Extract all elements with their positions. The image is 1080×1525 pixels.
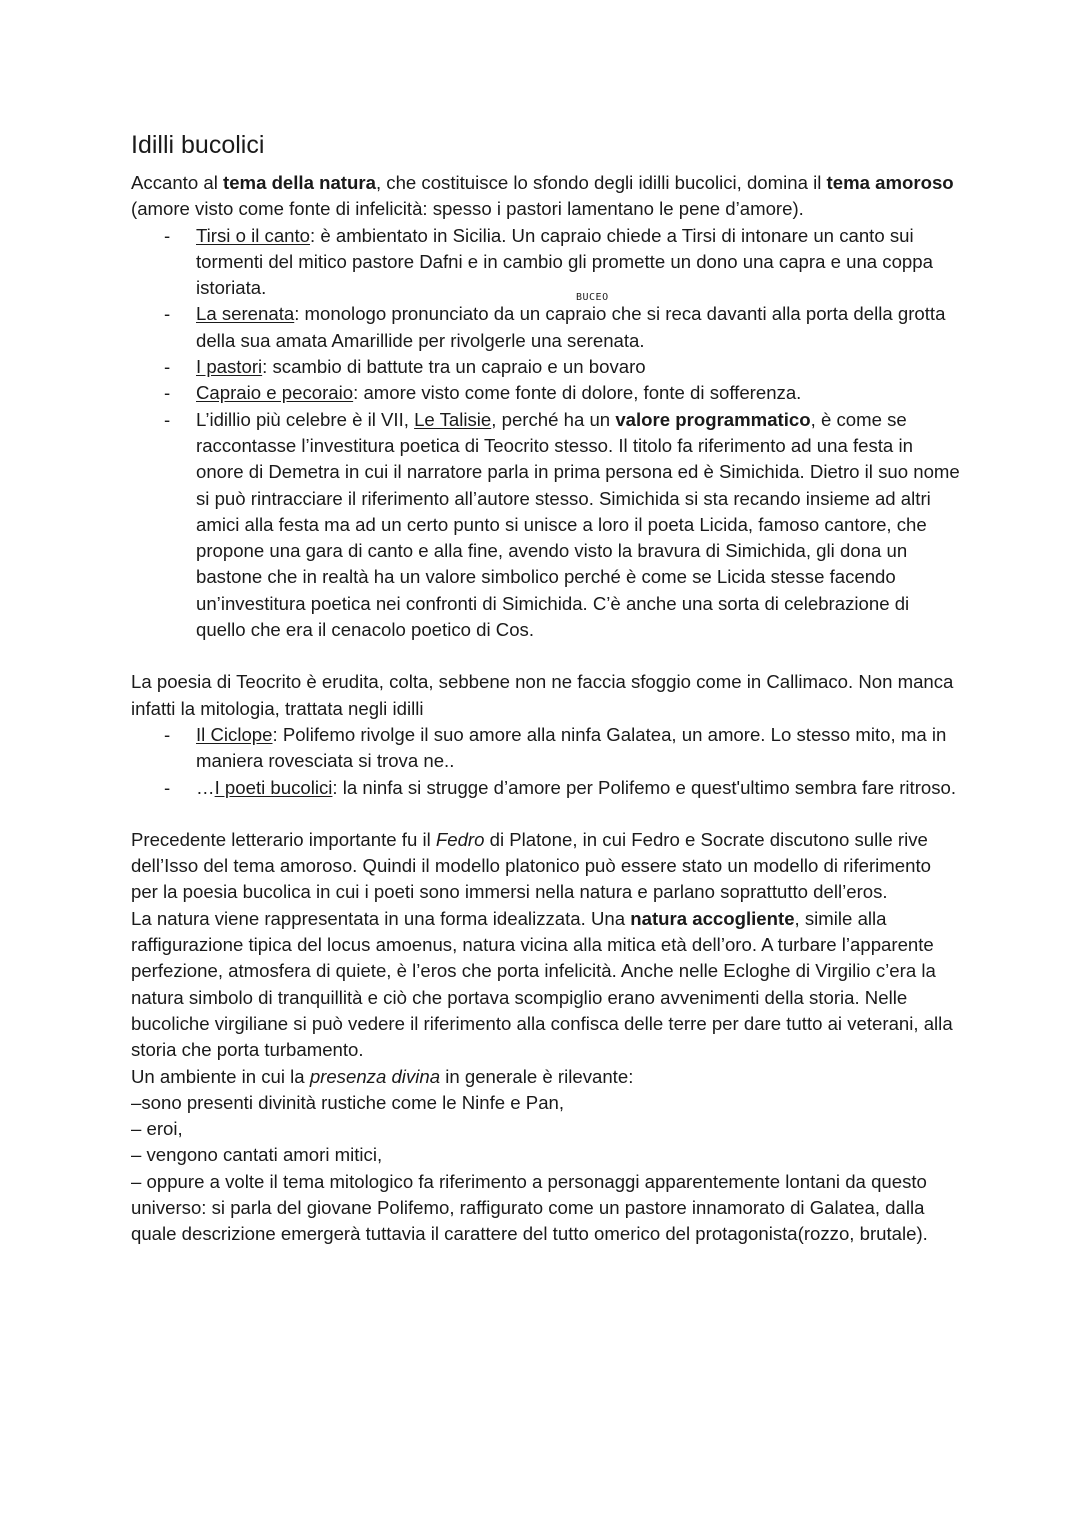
nature-paragraph: La natura viene rappresentata in una forma idealizzata. Una natura accogliente, simile alla raffigurazione tipica del locus amoenus, natura vicina alla mitica età dell’oro. A turbare l’apparente perfezione, atmosfera di quiete, è l’eros che porta infelicità. Anche nelle Ecloghe di Virgilio c’era la natura simbolo di tranquillità e ciò che portava scompiglio erano avvenimenti della storia. Nelle bucoliche virgiliane si può vedere il riferimento alla confisca delle terre per dare tutto ai veterani, alla storia che porta turbamento. [131, 907, 953, 1061]
list-item: - Il Ciclope: Polifemo rivolge il suo amore alla ninfa Galatea, un amore. Lo stesso mito, ma in maniera rovesciata si trova ne.. [131, 722, 961, 775]
list-item: - L’idillio più celebre è il VII, Le Talisie, perché ha un valore programmatico, è come se raccontasse l’investitura poetica di Teocrito stesso. Il titolo fa riferimento ad una festa in onore di Demetra in cui il narratore parla in prima persona ed è Simichida. Dietro il suo nome si può rintracciare il riferimento all’autore stesso. Simichida si sta recando insieme ad altri amici alla festa ma ad un certo punto si unisce a loro il poeta Licida, famoso cantore, che propone una gara di canto e alla fine, avendo visto la bravura di Simichida, gli dona un bastone che in realtà ha un valore simbolico perché è come se Licida stesse facendo un’investitura poetica nei confronti di Simichida. C’è anche una sorta di celebrazione di quello che era il cenacolo poetico di Cos. [131, 407, 961, 644]
intro-paragraph: Accanto al tema della natura, che costituisce lo sfondo degli idilli bucolici, domina il tema amoroso (amore visto come fonte di infelicità: spesso i pastori lamentano le pene d’amore). [131, 172, 954, 220]
list-item: - I pastori: scambio di battute tra un capraio e un bovaro [131, 354, 961, 380]
list-item: - La serenata: monologo pronunciato da un capraio che si reca davanti alla porta della grotta della sua amata Amarillide per rivolgerle una serenata. [131, 301, 961, 354]
myth-list [131, 722, 961, 801]
list-item: - …I poeti bucolici: la ninfa si strugge d’amore per Polifemo e quest'ultimo sembra fare ritroso. [131, 775, 961, 801]
document-page [131, 128, 961, 1248]
idilli-list [131, 223, 961, 644]
list-item: - Tirsi o il canto: è ambientato in Sicilia. Un capraio chiede a Tirsi di intonare un canto sui tormenti del mitico pastore Dafni e in cambio gli promette un dono una capra e una coppa istoriata. [131, 223, 961, 302]
dash-line: – eroi, [131, 1118, 183, 1140]
fedro-paragraph: Precedente letterario importante fu il Fedro di Platone, in cui Fedro e Socrate discutono sulle rive dell’Isso del tema amoroso. Quindi il modello platonico può essere stato un modello di riferimento per la poesia bucolica in cui i poeti sono immersi nella natura e parlano soprattutto dell’eros. [131, 828, 931, 903]
dash-line: – oppure a volte il tema mitologico fa riferimento a personaggi apparentemente lontani da questo universo: si parla del giovane Polifemo, raffigurato come un pastore innamorato di Galatea, dalla quale descrizione emergerà tuttavia il carattere del tutto omerico del protagonista(rozzo, brutale). [131, 1170, 928, 1245]
list-item: - Capraio e pecoraio: amore visto come fonte di dolore, fonte di sofferenza. [131, 380, 961, 406]
dash-line: – vengono cantati amori mitici, [131, 1144, 383, 1166]
dash-line: –sono presenti divinità rustiche come le Ninfe e Pan, [131, 1091, 565, 1113]
divine-paragraph: Un ambiente in cui la presenza divina in generale è rilevante: [131, 1065, 634, 1087]
mythology-paragraph: La poesia di Teocrito è erudita, colta, sebbene non ne faccia sfoggio come in Callimaco. Non manca infatti la mitologia, trattata negli idilli [131, 671, 954, 719]
handwritten-note: BUCEO [576, 292, 609, 303]
page-title: Idilli bucolici [131, 131, 265, 159]
